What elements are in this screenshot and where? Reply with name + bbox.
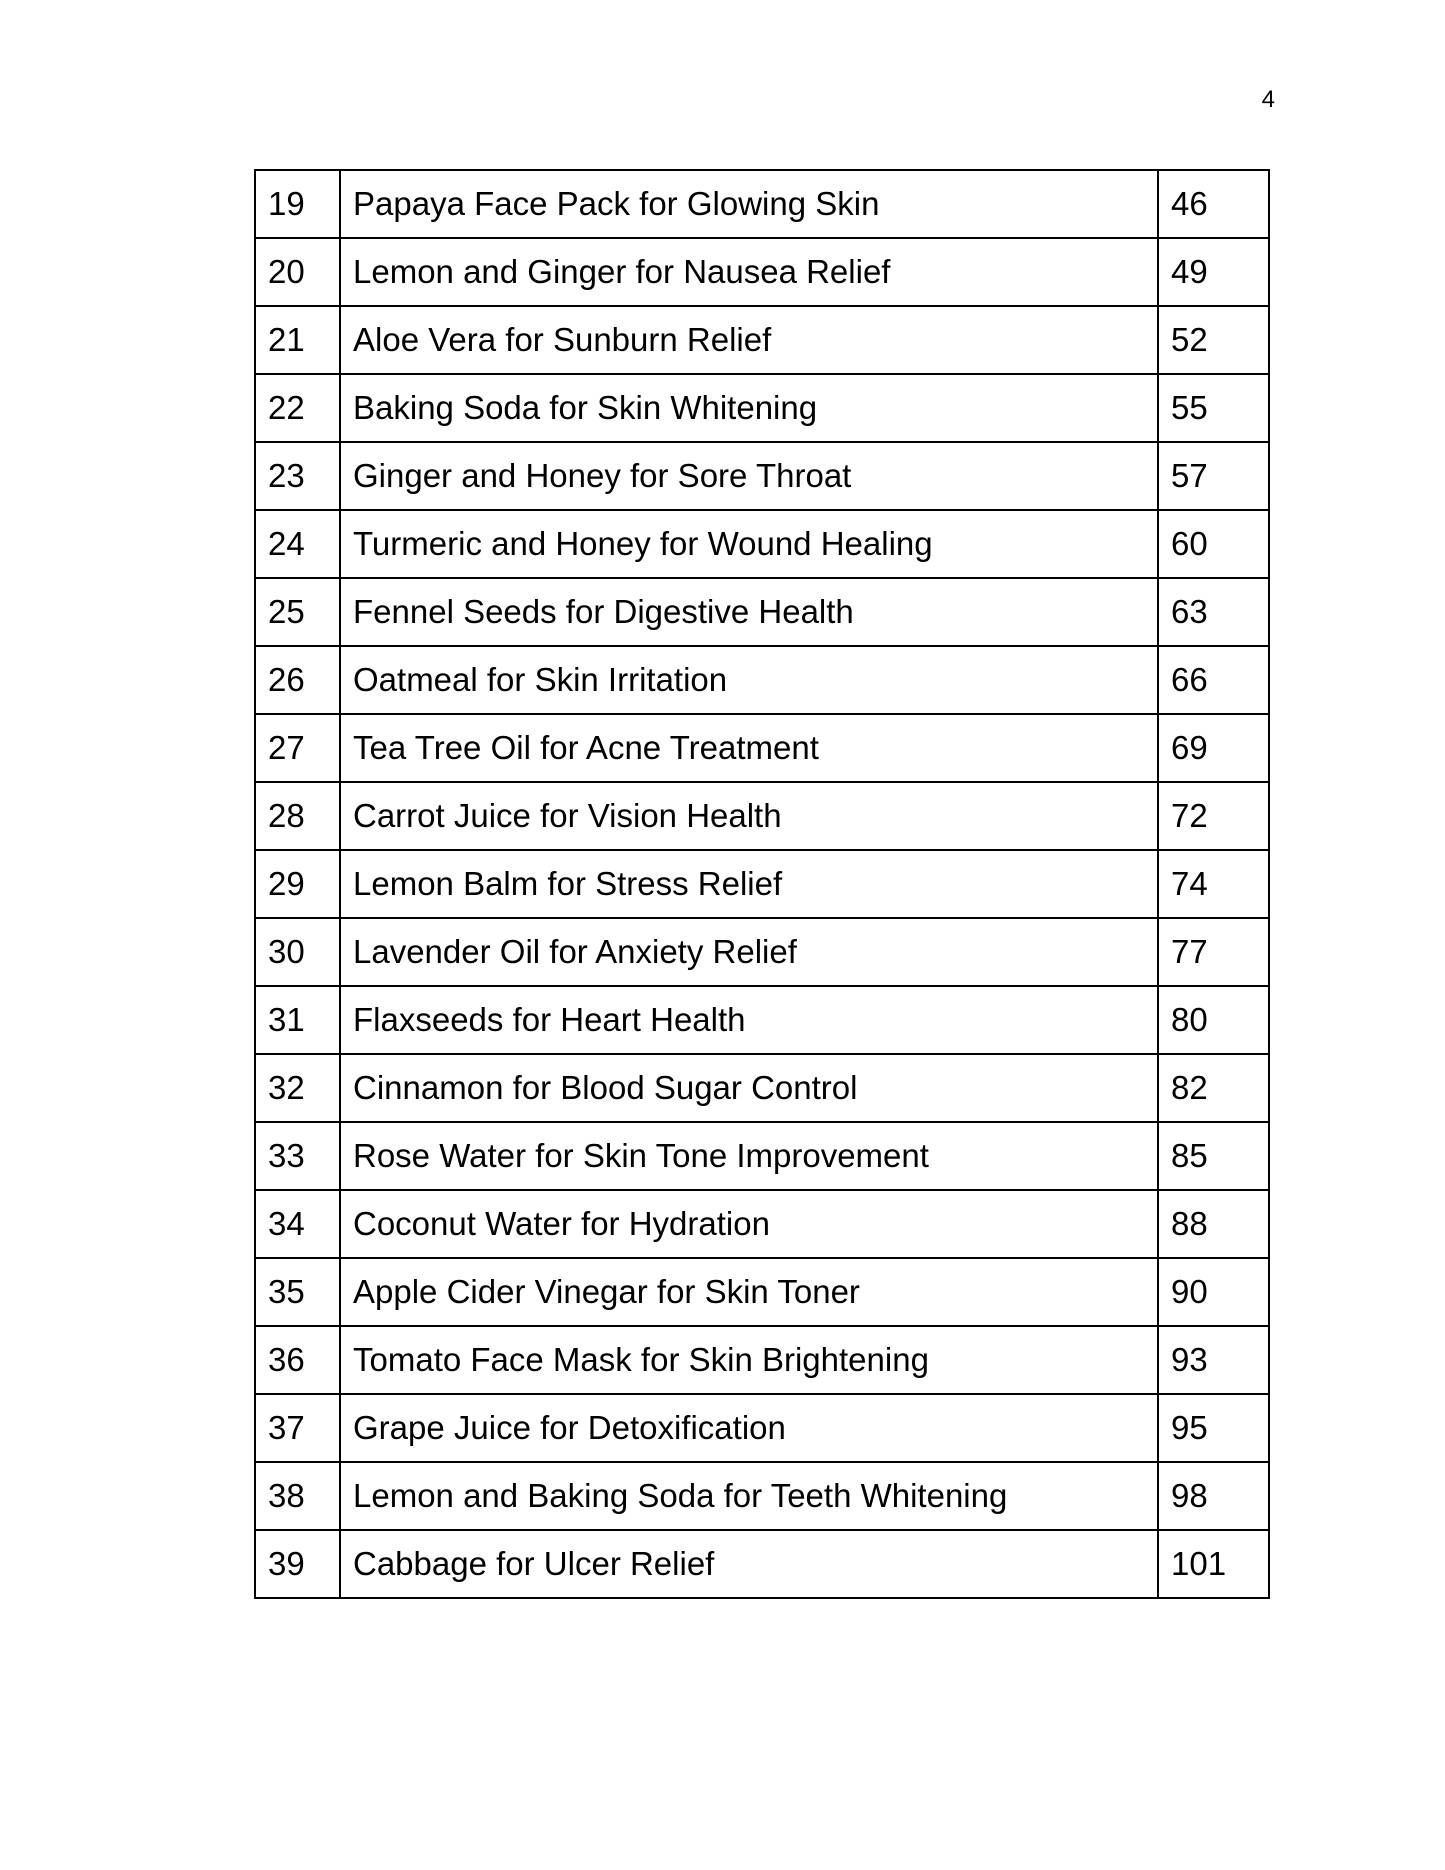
table-row bbox=[255, 1326, 1269, 1394]
table-of-contents bbox=[254, 169, 1270, 1599]
entry-number: 36 bbox=[255, 1326, 340, 1394]
entry-title: Lemon Balm for Stress Relief bbox=[340, 850, 1158, 918]
table-row bbox=[255, 374, 1269, 442]
entry-page: 52 bbox=[1158, 306, 1269, 374]
entry-number: 20 bbox=[255, 238, 340, 306]
entry-page: 77 bbox=[1158, 918, 1269, 986]
table-row bbox=[255, 442, 1269, 510]
table-row bbox=[255, 1054, 1269, 1122]
entry-page: 49 bbox=[1158, 238, 1269, 306]
entry-page: 80 bbox=[1158, 986, 1269, 1054]
entry-page: 98 bbox=[1158, 1462, 1269, 1530]
entry-number: 28 bbox=[255, 782, 340, 850]
entry-title: Apple Cider Vinegar for Skin Toner bbox=[340, 1258, 1158, 1326]
entry-title: Lavender Oil for Anxiety Relief bbox=[340, 918, 1158, 986]
entry-number: 32 bbox=[255, 1054, 340, 1122]
entry-page: 60 bbox=[1158, 510, 1269, 578]
entry-title: Grape Juice for Detoxification bbox=[340, 1394, 1158, 1462]
table-row bbox=[255, 1462, 1269, 1530]
entry-title: Carrot Juice for Vision Health bbox=[340, 782, 1158, 850]
entry-number: 39 bbox=[255, 1530, 340, 1598]
entry-number: 34 bbox=[255, 1190, 340, 1258]
entry-title: Ginger and Honey for Sore Throat bbox=[340, 442, 1158, 510]
table-row bbox=[255, 1394, 1269, 1462]
entry-number: 27 bbox=[255, 714, 340, 782]
table-row bbox=[255, 986, 1269, 1054]
entry-page: 88 bbox=[1158, 1190, 1269, 1258]
entry-page: 66 bbox=[1158, 646, 1269, 714]
entry-number: 19 bbox=[255, 170, 340, 238]
entry-page: 93 bbox=[1158, 1326, 1269, 1394]
entry-title: Cabbage for Ulcer Relief bbox=[340, 1530, 1158, 1598]
entry-number: 30 bbox=[255, 918, 340, 986]
entry-page: 57 bbox=[1158, 442, 1269, 510]
entry-page: 101 bbox=[1158, 1530, 1269, 1598]
entry-title: Flaxseeds for Heart Health bbox=[340, 986, 1158, 1054]
entry-title: Baking Soda for Skin Whitening bbox=[340, 374, 1158, 442]
entry-page: 95 bbox=[1158, 1394, 1269, 1462]
toc-body bbox=[255, 170, 1269, 1598]
entry-number: 24 bbox=[255, 510, 340, 578]
entry-title: Lemon and Baking Soda for Teeth Whitening bbox=[340, 1462, 1158, 1530]
table-row bbox=[255, 510, 1269, 578]
entry-number: 37 bbox=[255, 1394, 340, 1462]
entry-number: 22 bbox=[255, 374, 340, 442]
table-row bbox=[255, 170, 1269, 238]
entry-page: 85 bbox=[1158, 1122, 1269, 1190]
entry-number: 29 bbox=[255, 850, 340, 918]
table-row bbox=[255, 1530, 1269, 1598]
table-row bbox=[255, 306, 1269, 374]
entry-title: Tea Tree Oil for Acne Treatment bbox=[340, 714, 1158, 782]
entry-title: Papaya Face Pack for Glowing Skin bbox=[340, 170, 1158, 238]
entry-page: 90 bbox=[1158, 1258, 1269, 1326]
entry-page: 55 bbox=[1158, 374, 1269, 442]
entry-page: 72 bbox=[1158, 782, 1269, 850]
entry-page: 74 bbox=[1158, 850, 1269, 918]
entry-title: Rose Water for Skin Tone Improvement bbox=[340, 1122, 1158, 1190]
entry-title: Coconut Water for Hydration bbox=[340, 1190, 1158, 1258]
entry-number: 38 bbox=[255, 1462, 340, 1530]
entry-page: 63 bbox=[1158, 578, 1269, 646]
entry-number: 25 bbox=[255, 578, 340, 646]
entry-page: 46 bbox=[1158, 170, 1269, 238]
table-row bbox=[255, 1190, 1269, 1258]
table-row bbox=[255, 850, 1269, 918]
entry-title: Tomato Face Mask for Skin Brightening bbox=[340, 1326, 1158, 1394]
entry-title: Fennel Seeds for Digestive Health bbox=[340, 578, 1158, 646]
table-row bbox=[255, 578, 1269, 646]
table-row bbox=[255, 782, 1269, 850]
table-row bbox=[255, 238, 1269, 306]
entry-page: 82 bbox=[1158, 1054, 1269, 1122]
entry-number: 21 bbox=[255, 306, 340, 374]
entry-title: Turmeric and Honey for Wound Healing bbox=[340, 510, 1158, 578]
table-row bbox=[255, 1258, 1269, 1326]
entry-title: Aloe Vera for Sunburn Relief bbox=[340, 306, 1158, 374]
entry-number: 33 bbox=[255, 1122, 340, 1190]
table-row bbox=[255, 646, 1269, 714]
entry-title: Lemon and Ginger for Nausea Relief bbox=[340, 238, 1158, 306]
table-row bbox=[255, 1122, 1269, 1190]
table-row bbox=[255, 918, 1269, 986]
page-number: 4 bbox=[1261, 86, 1275, 113]
entry-title: Cinnamon for Blood Sugar Control bbox=[340, 1054, 1158, 1122]
entry-number: 35 bbox=[255, 1258, 340, 1326]
table-row bbox=[255, 714, 1269, 782]
entry-number: 26 bbox=[255, 646, 340, 714]
entry-page: 69 bbox=[1158, 714, 1269, 782]
entry-number: 23 bbox=[255, 442, 340, 510]
entry-number: 31 bbox=[255, 986, 340, 1054]
entry-title: Oatmeal for Skin Irritation bbox=[340, 646, 1158, 714]
